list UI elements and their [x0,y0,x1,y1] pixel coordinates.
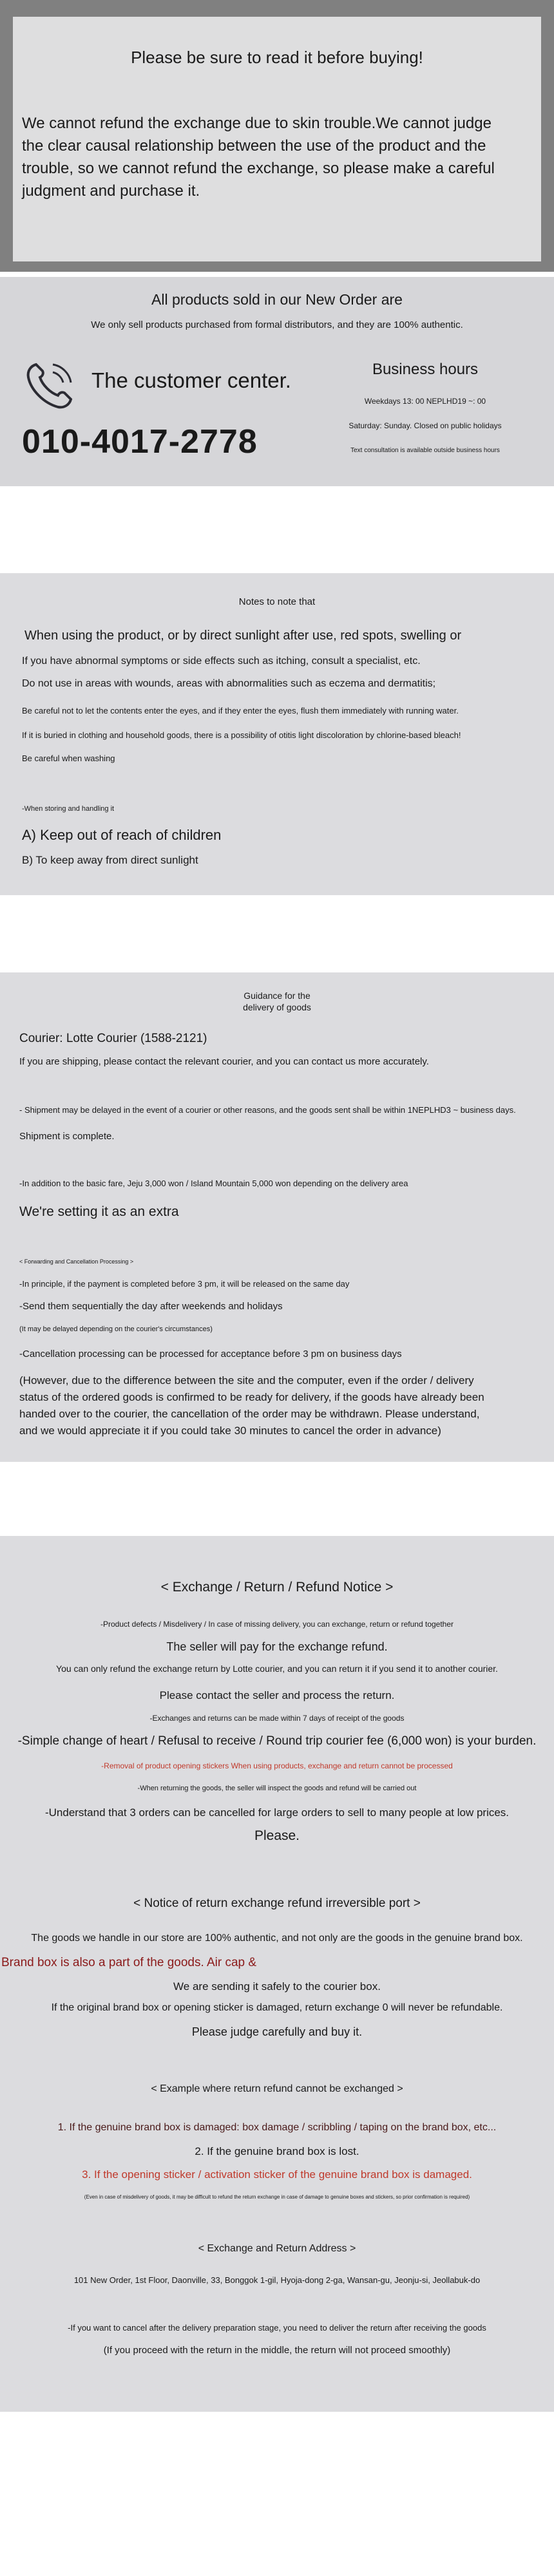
example-item: 2. If the genuine brand box is lost. [195,2145,359,2157]
exchange-defects: -Product defects / Misdelivery / In case of missing delivery, you can exchange, return or refund together [100,1620,454,1629]
extra-fare: -In addition to the basic fare, Jeju 3,000 won / Island Mountain 5,000 won depending on the delivery area [19,1179,408,1188]
shipment-complete: Shipment is complete. [19,1131,115,1142]
genuine-goods-text: The goods we handle in our store are 100% authentic, and not only are the goods in the genuine brand box. [31,1933,523,1944]
please-text: Please. [254,1828,300,1843]
authentic-title: All products sold in our New Order are [151,291,403,308]
notes-line: Do not use in areas with wounds, areas with abnormalities such as eczema and dermatitis; [22,678,436,689]
cancel-orders-notice: -Understand that 3 orders can be cancelled for large orders to sell to many people at low prices. [44,1806,510,1819]
example-item: 3. If the opening sticker / activation sticker of the genuine brand box is damaged. [82,2168,472,2181]
simple-change-notice: -Simple change of heart / Refusal to receive / Round trip courier fee (6,000 won) is your burden. [17,1734,537,1748]
exchange-seller-pay: The seller will pay for the exchange refund. [166,1640,388,1653]
business-hours-title: Business hours [372,361,479,378]
exchange-title: < Exchange / Return / Refund Notice > [160,1580,394,1595]
return-address: 101 New Order, 1st Floor, Daonville, 33, Bonggok 1-gil, Hyoja-dong 2-ga, Wansan-gu, Jeonju-si, Jeollabuk-do [73,2275,481,2285]
irreversible-title: < Notice of return exchange refund irreversible port > [133,1897,421,1910]
phone-icon [22,355,80,413]
cancellation-note: handed over to the courier, the cancellation of the order may be withdrawn. Please understand, [19,1408,480,1420]
cancel-delivery-note: -If you want to cancel after the delivery preparation stage, you need to deliver the return after receiving the goods [68,2323,486,2333]
brand-box-text: Brand box is also a part of the goods. Air cap & [1,1956,257,1969]
inspect-notice: -When returning the goods, the seller will inspect the goods and refund will be carried out [137,1785,417,1792]
purchase-warning-section [0,0,554,272]
damaged-box-text: If the original brand box or opening sticker is damaged, return exchange 0 will never be refundable. [51,2002,503,2013]
warning-body-line: the clear causal relationship between the use of the product and the [22,137,486,155]
forwarding-title: < Forwarding and Cancellation Processing > [19,1258,134,1265]
exchange-section [0,1536,554,2412]
address-title: < Exchange and Return Address > [198,2243,356,2254]
cancellation-note: status of the ordered goods is confirmed to be ready for delivery, if the goods have already been [19,1391,484,1403]
forwarding-item: -Cancellation processing can be processed for acceptance before 3 pm on business days [19,1349,402,1359]
purchase-warning-card [13,17,541,261]
delivery-section [0,972,554,1462]
notes-line: Be careful not to let the contents enter the eyes, and if they enter the eyes, flush them immediately with running water. [22,706,459,715]
notes-line: Be careful when washing [22,753,115,763]
storage-item: B) To keep away from direct sunlight [22,854,198,866]
cancellation-note: and we would appreciate it if you could take 30 minutes to cancel the order in advance) [19,1425,441,1437]
storage-item: A) Keep out of reach of children [22,827,222,843]
notes-section [0,573,554,895]
send-safely-text: We are sending it safely to the courier box. [173,1980,381,1993]
business-hours-line: Weekdays 13: 00 NEPLHD19 ~: 00 [364,397,486,406]
delivery-title: delivery of goods [243,1002,311,1012]
warning-body-line: judgment and purchase it. [22,182,200,200]
forwarding-item: -Send them sequentially the day after weekends and holidays [19,1301,283,1312]
extra-fare-note: We're setting it as an extra [19,1204,179,1219]
customer-center-phone: 010-4017-2778 [22,423,258,460]
shipment-delay: - Shipment may be delayed in the event of a courier or other reasons, and the goods sent shall be within 1NEPLHD3 ~ business days. [19,1105,516,1115]
exchange-lotte-only: You can only refund the exchange return by Lotte courier, and you can return it if you send it to another courier. [56,1663,498,1674]
courier-name: Courier: Lotte Courier (1588-2121) [19,1032,207,1045]
example-item: 1. If the genuine brand box is damaged: box damage / scribbling / taping on the brand box, etc... [57,2122,497,2133]
notes-title: Notes to note that [238,596,316,607]
notes-line: If you have abnormal symptoms or side effects such as itching, consult a specialist, etc. [22,656,421,667]
authentic-subtitle: We only sell products purchased from formal distributors, and they are 100% authentic. [91,319,463,330]
storage-title: -When storing and handling it [22,805,115,813]
warning-body-line: We cannot refund the exchange due to skin trouble.We cannot judge [22,115,492,132]
business-hours-line: Saturday: Sunday. Closed on public holidays [349,421,502,430]
cancellation-note: (However, due to the difference between the site and the computer, even if the order / delivery [19,1374,474,1387]
customer-center-label: The customer center. [91,368,291,392]
forwarding-item: -In principle, if the payment is completed before 3 pm, it will be released on the same day [19,1279,350,1289]
business-hours-line: Text consultation is available outside business hours [350,447,500,454]
example-title: < Example where return refund cannot be exchanged > [151,2083,403,2094]
courier-contact: If you are shipping, please contact the relevant courier, and you can contact us more accurately. [19,1056,429,1067]
misdelivery-note: (Even in case of misdelivery of goods, it may be difficult to refund the return exchange in case of damage to genuine boxes and stickers, so prior confirmation is required) [84,2194,470,2200]
judge-text: Please judge carefully and buy it. [191,2025,363,2038]
proceed-note: (If you proceed with the return in the middle, the return will not proceed smoothly) [103,2345,451,2356]
exchange-contact: Please contact the seller and process the return. [159,1689,395,1701]
delivery-title: Guidance for the [244,990,310,1001]
notes-lead: When using the product, or by direct sunlight after use, red spots, swelling or [24,629,462,643]
forwarding-item: (It may be delayed depending on the courier's circumstances) [19,1325,213,1333]
sticker-removal-notice: -Removal of product opening stickers When using products, exchange and return cannot be processed [101,1761,453,1770]
notes-line: If it is buried in clothing and household goods, there is a possibility of otitis light discoloration by chlorine-based bleach! [22,730,461,740]
warning-title: Please be sure to read it before buying! [131,48,423,67]
exchange-seven-days: -Exchanges and returns can be made within 7 days of receipt of the goods [149,1714,405,1723]
warning-body-line: trouble, so we cannot refund the exchange, so please make a careful [22,160,495,177]
authentic-section [0,277,554,486]
